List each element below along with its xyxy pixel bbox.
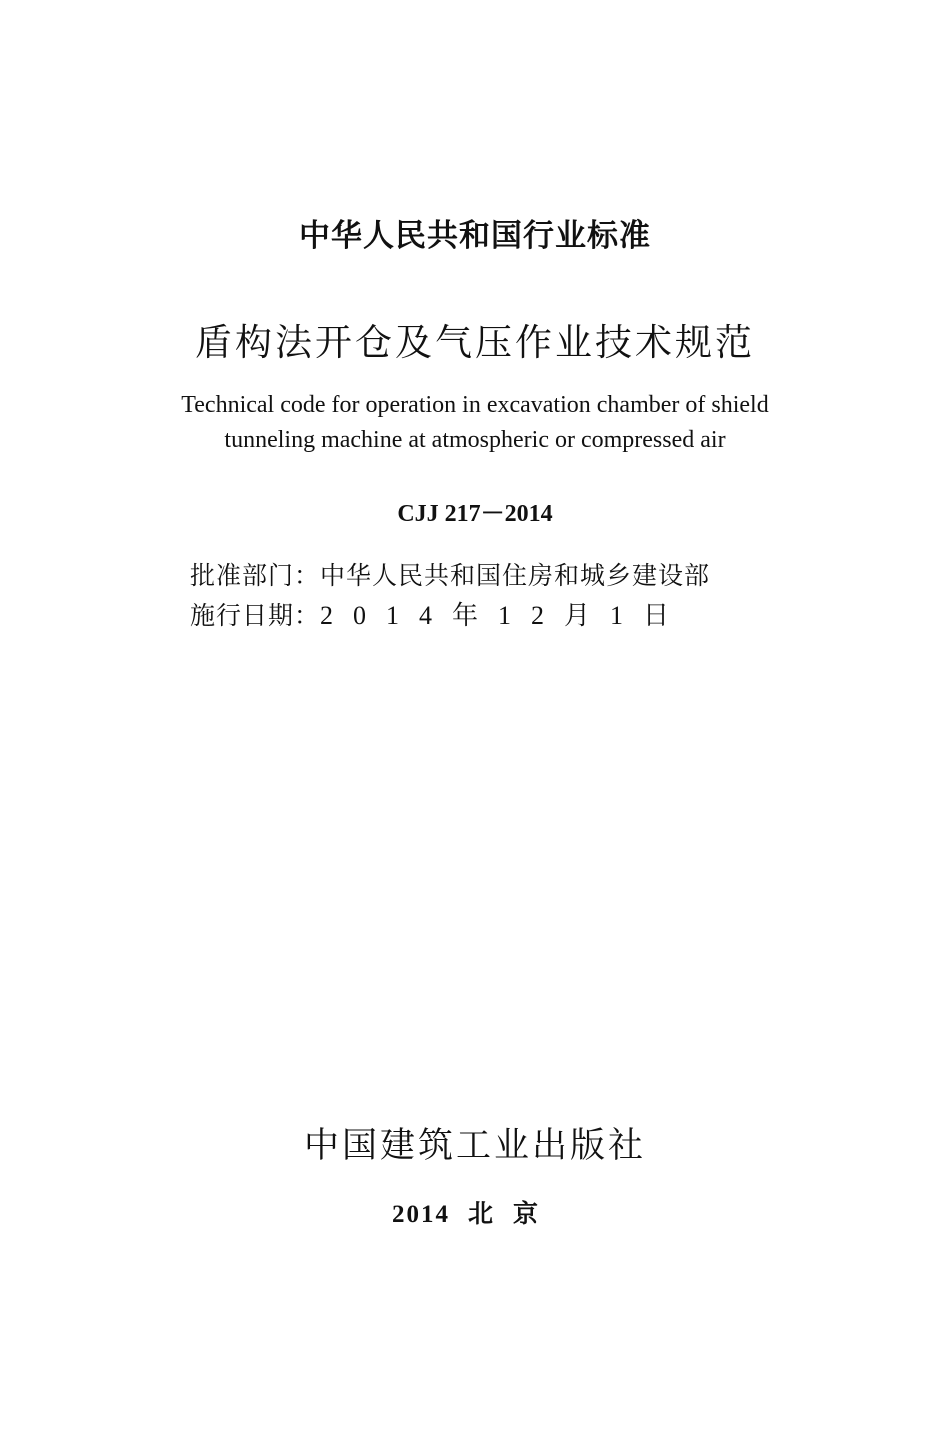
effective-date-row (190, 595, 689, 632)
document-title-english-line-1: Technical code for operation in excavation chamber of shield (181, 392, 769, 418)
approval-authority-row (190, 556, 710, 592)
approval-authority-label: 批准部门： (190, 561, 321, 590)
document-title-chinese: 盾构法开仓及气压作业技术规范 (195, 321, 755, 364)
standard-series-heading: 中华人民共和国行业标准 (299, 218, 651, 254)
effective-date-label: 施行日期： (190, 601, 321, 630)
document-title-english-line-2: tunneling machine at atmospheric or compressed air (224, 427, 726, 453)
effective-date-value: 2014年12月1日 (320, 601, 690, 630)
publication-place: 北京 (467, 1199, 558, 1228)
publication-year: 2014 (391, 1201, 450, 1228)
publisher-name: 中国建筑工业出版社 (303, 1126, 646, 1166)
standard-code: CJJ 217－2014 (397, 501, 553, 527)
approval-authority-value: 中华人民共和国住房和城乡建设部 (320, 561, 711, 590)
publication-imprint (0, 1194, 950, 1230)
